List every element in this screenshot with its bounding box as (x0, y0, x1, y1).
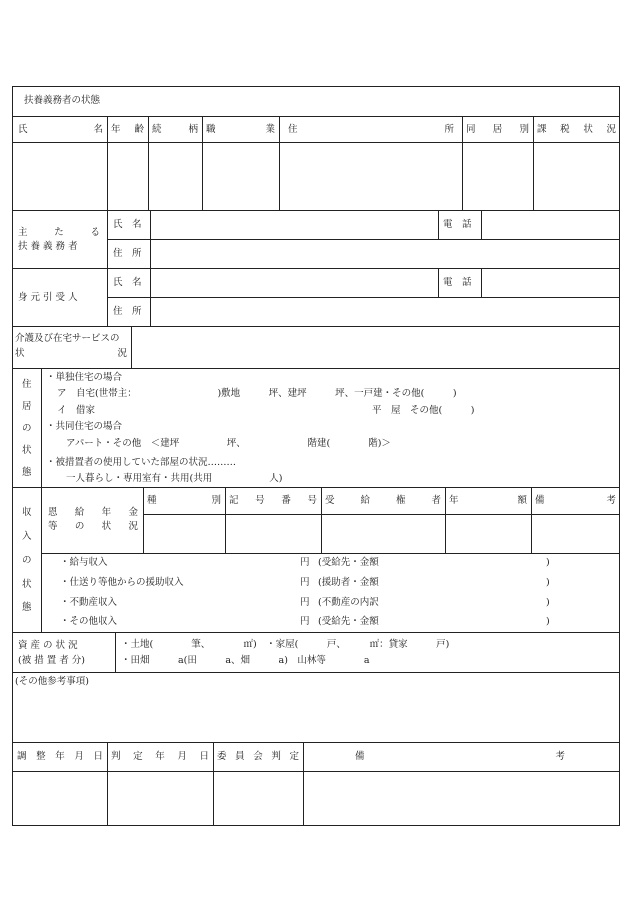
income-row-close: ) (546, 616, 550, 627)
rule (107, 742, 108, 826)
custodian-label: 身 元 引 受 人 (18, 292, 78, 303)
pension-header-holder: 受 給 権 者 (325, 495, 441, 506)
rule (12, 210, 620, 211)
rule (462, 116, 463, 210)
rule (481, 268, 482, 297)
pension-header-remarks: 備 考 (535, 495, 616, 506)
income-row-detail: (援助者・金額 (318, 577, 379, 588)
rule (12, 487, 620, 488)
assets-line2: ・田畑 a(田 a、畑 a) 山林等 a (121, 655, 370, 666)
footer-note: 備 考 (355, 751, 565, 762)
rule (438, 268, 439, 297)
rule (12, 632, 620, 633)
residence-line: 一人暮らし・専用室有・共用(共用 人) (66, 473, 283, 484)
income-side-label-5: 態 (22, 602, 32, 613)
residence-line: 平 屋 その他( ) (372, 405, 475, 416)
rule (115, 632, 116, 672)
custodian-phone-label: 電 話 (443, 277, 472, 288)
income-side-label-1: 収 (22, 507, 32, 518)
income-side-label-2: 入 (22, 531, 32, 542)
rule (438, 210, 439, 239)
residence-side-label-5: 態 (22, 467, 32, 478)
rule (531, 487, 532, 553)
assets-line1: ・土地( 筆、 ㎡) ・家屋( 戸、 ㎡：貸家 戸) (121, 639, 450, 650)
rule (321, 487, 322, 553)
income-row-detail: (不動産の内訳 (318, 597, 379, 608)
guardian-phone-label: 電 話 (443, 219, 472, 230)
residence-line: ア 自宅(世帯主： )敷地 坪、建坪 坪、一戸建・その他( ) (57, 388, 457, 399)
header-relation: 続 柄 (152, 124, 198, 135)
income-row-close: ) (546, 597, 550, 608)
footer-adjust-date: 調 整 年 月 日 (17, 751, 103, 762)
rule (107, 116, 108, 210)
rule (481, 210, 482, 239)
residence-line: ・被措置者の使用していた部屋の状況……… (46, 457, 237, 468)
pension-header-amount: 年 額 (449, 495, 527, 506)
residence-line: アパート・その他 ＜建坪 坪、 階建( 階)＞ (66, 438, 391, 449)
income-row-detail: (受給先・金額 (318, 616, 379, 627)
header-name: 氏 名 (18, 124, 103, 135)
rule (533, 116, 534, 210)
income-side-label-4: 状 (22, 579, 32, 590)
rule (107, 210, 108, 326)
residence-line: ・単独住宅の場合 (46, 372, 123, 383)
residence-side-label-1: 住 (22, 379, 32, 390)
rule (12, 742, 620, 743)
residence-line: ・共同住宅の場合 (46, 421, 123, 432)
header-occupation: 職 業 (206, 124, 275, 135)
pension-header-type: 種 別 (147, 495, 221, 506)
footer-committee: 委 員 会 判 定 (217, 751, 299, 762)
guardian-name-label: 氏 名 (113, 219, 142, 230)
rule (143, 514, 620, 515)
income-row-label: ・不動産収入 (60, 597, 118, 608)
guardian-label-line1: 主 た る (18, 227, 100, 238)
header-age: 年 齢 (111, 124, 144, 135)
rule (225, 487, 226, 553)
rule (12, 116, 620, 117)
pension-label-line2: 等 の 状 況 (48, 521, 138, 532)
rule (12, 368, 620, 369)
rule (445, 487, 446, 553)
care-service-label-line2: 状 況 (15, 348, 127, 359)
income-row-label: ・給与収入 (60, 557, 108, 568)
residence-side-label-2: 居 (22, 401, 32, 412)
custodian-address-label: 住 所 (113, 306, 142, 317)
rule (150, 210, 151, 326)
rule (107, 239, 620, 240)
residence-line: イ 借家 (57, 405, 96, 416)
income-row-close: ) (546, 557, 550, 568)
rule (202, 116, 203, 210)
income-row-unit: 円 (300, 597, 310, 608)
residence-side-label-4: 状 (22, 445, 32, 456)
income-row-detail: (受給先・金額 (318, 557, 379, 568)
rule (41, 487, 42, 632)
footer-decision-date: 判 定 年 月 日 (111, 751, 209, 762)
section-title: 扶養義務者の状態 (24, 95, 101, 106)
assets-label-line2: (被 措 置 者 分) (18, 655, 85, 666)
care-service-label-line1: 介護及び在宅サービスの (15, 333, 120, 344)
header-address: 住 所 (288, 124, 454, 135)
assets-label-line1: 資 産 の 状 況 (18, 640, 78, 651)
rule (12, 268, 620, 269)
income-row-unit: 円 (300, 577, 310, 588)
rule (41, 553, 620, 554)
rule (303, 742, 304, 826)
rule (213, 742, 214, 826)
rule (12, 672, 620, 673)
header-cohabitation: 同 居 別 (466, 124, 529, 135)
income-row-unit: 円 (300, 557, 310, 568)
rule (12, 771, 620, 772)
income-row-label: ・その他収入 (60, 616, 118, 627)
header-tax-status: 課 税 状 況 (537, 124, 616, 135)
rule (143, 487, 144, 553)
income-row-unit: 円 (300, 616, 310, 627)
guardian-label-line2: 扶 養 義 務 者 (18, 241, 78, 252)
pension-label-line1: 恩 給 年 金 (48, 507, 138, 518)
residence-side-label-3: の (22, 423, 32, 434)
guardian-address-label: 住 所 (113, 248, 142, 259)
rule (131, 326, 132, 368)
rule (148, 116, 149, 210)
rule (41, 368, 42, 487)
rule (12, 142, 620, 143)
income-row-close: ) (546, 577, 550, 588)
custodian-name-label: 氏 名 (113, 277, 142, 288)
remarks-label: (その他参考事項) (15, 676, 89, 687)
form-frame (12, 86, 620, 826)
pension-header-number: 記 号 番 号 (229, 495, 317, 506)
rule (12, 326, 620, 327)
rule (279, 116, 280, 210)
income-side-label-3: の (22, 555, 32, 566)
income-row-label: ・仕送り等他からの援助収入 (60, 577, 184, 588)
rule (107, 297, 620, 298)
